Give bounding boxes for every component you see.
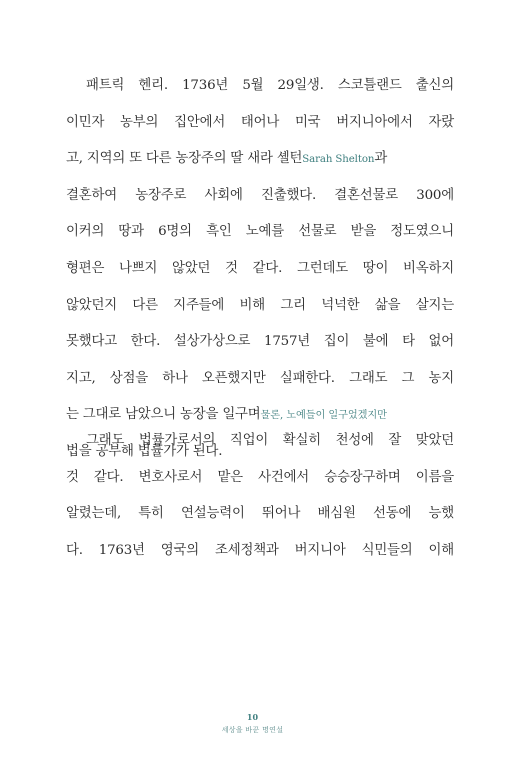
gloss-name: Sarah Shelton (302, 154, 375, 166)
page-number: 10 (246, 712, 259, 722)
text-line (66, 141, 454, 178)
text-line: 형편은 나쁘지 않았던 것 같다. 그런데도 땅이 비옥하지 (66, 260, 454, 276)
text-line: 이커의 땅과 6명의 흑인 노예를 선물로 받을 정도였으니 (66, 224, 454, 240)
text-line: 패트릭 헨리. 1736년 5월 29일생. 스코틀랜드 출신의 (86, 78, 454, 93)
text-line: 그래도 법률가로서의 직업이 확실히 천성에 잘 맞았던 (86, 433, 454, 448)
text-segment: 고, 지역의 또 다른 농장주의 딸 새라 셸턴 (66, 151, 303, 167)
book-title: 세상을 바꾼 명연설 (221, 726, 284, 734)
paragraph-2 (66, 423, 454, 569)
text-line: 이민자 농부의 집안에서 태어나 미국 버지니아에서 자랐 (66, 114, 454, 130)
text-segment: 과 (374, 151, 388, 167)
text-line: 지고, 상점을 하나 오픈했지만 실패한다. 그래도 그 농지 (66, 370, 454, 386)
text-line: 법을 공부해 법률가가 된다. (66, 443, 223, 459)
text-line: 다. 1763년 영국의 조세정책과 버지니아 식민들의 이해 (66, 542, 454, 558)
text-line: 않았던지 다른 지주들에 비해 그리 넉넉한 삶을 살지는 (66, 297, 454, 313)
gloss-note: 물론, 노예들이 일구었겠지만 (260, 410, 387, 422)
text-segment: 는 그대로 남았으니 농장을 일구며 (66, 407, 261, 423)
paragraph-1 (66, 68, 454, 471)
text-line: 결혼하여 농장주로 사회에 진출했다. 결혼선물로 300에 (66, 187, 454, 203)
text-line: 못했다고 한다. 설상가상으로 1757년 집이 불에 타 없어 (66, 334, 454, 350)
text-line: 것 같다. 변호사로서 맡은 사건에서 승승장구하며 이름을 (66, 469, 454, 485)
text-line: 알렸는데, 특히 연설능력이 뛰어나 배심원 선동에 능했 (66, 506, 454, 522)
